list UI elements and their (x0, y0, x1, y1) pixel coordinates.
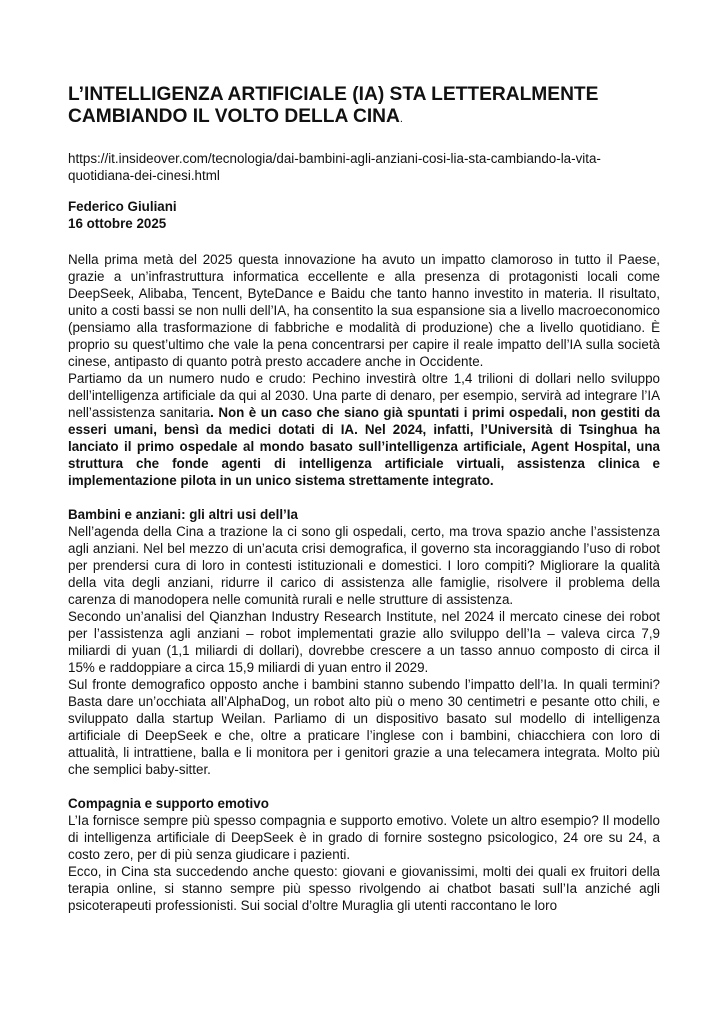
article-title-text: L’INTELLIGENZA ARTIFICIALE (IA) STA LETTERALMENTE CAMBIANDO IL VOLTO DELLA CINA (68, 84, 599, 127)
article-body (68, 251, 660, 914)
section-heading-companionship: Compagnia e supporto emotivo (68, 796, 269, 811)
article-title (68, 84, 660, 130)
paragraph-robot-market: Secondo un’analisi del Qianzhan Industry Research Institute, nel 2024 il mercato cinese dei robot per l’assistenza agli anziani – robot implementati grazie allo sviluppo dell’Ia – valeva circa 7,9 miliardi di yuan (1,1 miliardi di dollari), dovrebbe crescere a un tasso annuo composto di circa il 15% e raddoppiare a circa 15,9 miliardi di yuan entro il 2029. (68, 609, 660, 675)
article-title-trail: . (399, 113, 403, 125)
paragraph-emotional-support: L’Ia fornisce sempre più spesso compagnia e supporto emotivo. Volete un altro esempio? Il modello di intelligenza artificiale di DeepSeek è in grado di fornire sostegno psicologico, 24 ore su 24, a costo zero, per di più senza giudicare i pazienti. (68, 813, 660, 862)
paragraph-elderly-care: Nell’agenda della Cina a trazione la ci sono gli ospedali, certo, ma trova spazio anche l’assistenza agli anziani. Nel bel mezzo di un’acuta crisi demografica, il governo sta incoraggiando l’uso di robot per prendersi cura di loro in contesti istituzionali e domestici. I loro compiti? Migliorare la qualità della vita degli anziani, ridurre il carico di assistenza alle famiglie, risolvere il problema della carenza di manodopera nelle comunità rurali e nelle strutture di assistenza. (68, 524, 660, 607)
publish-date: 16 ottobre 2025 (68, 216, 167, 231)
paragraph-chatbot-therapy: Ecco, in Cina sta succedendo anche questo: giovani e giovanissimi, molti dei quali ex fruitori della terapia online, si stanno sempre più spesso rivolgendo ai chatbot basati sull’Ia anziché agli psicoterapeuti professionisti. Sui social d’oltre Muraglia gli utenti raccontano le loro (68, 864, 660, 913)
section-heading-children-elderly: Bambini e anziani: gli altri usi dell’Ia (68, 507, 298, 522)
paragraph-intro: Nella prima metà del 2025 questa innovazione ha avuto un impatto clamoroso in tutto il Paese, grazie a un’infrastruttura informatica eccellente e alla presenza di protagonisti locali come DeepSeek, Alibaba, Tencent, ByteDance e Baidu che tanto hanno investito in materia. Il risultato, unito a costi bassi se non nulli dell’IA, ha consentito la sua espansione sia a livello macroeconomico (pensiamo alla trasformazione di fabbriche e modalità di produzione) che a livello quotidiano. È proprio su quest’ultimo che vale la pena concentrarsi per capire il reale impatto dell’IA sulla società cinese, antipasto di quanto potrà presto accadere anche in Occidente. (68, 252, 660, 369)
byline (68, 198, 660, 232)
author-name: Federico Giuliani (68, 199, 177, 214)
source-url: https://it.insideover.com/tecnologia/dai-bambini-agli-anziani-cosi-lia-sta-cambiando-la-vita-quotidiana-dei-cinesi.html (68, 151, 601, 183)
paragraph-investment-text: Partiamo da un numero nudo e crudo: Pechino investirà oltre 1,4 trilioni di dollari nello sviluppo dell’intelligenza artificiale da qui al 2030. Una parte di denaro, per esempio, servirà ad integrare l’IA nell’assistenza sanitaria (68, 371, 660, 420)
paragraph-investment (68, 370, 660, 489)
paragraph-alphadog: Sul fronte demografico opposto anche i bambini stanno subendo l’impatto dell’Ia. In quali termini? Basta dare un’occhiata all’AlphaDog, un robot alto più o meno 30 centimetri e pesante otto chili, e sviluppato dalla startup Weilan. Parliamo di un dispositivo basato sul modello di intelligenza artificiale di DeepSeek e che, oltre a praticare l’inglese con i bambini, chiacchiera con loro di attualità, li intrattiene, balla e li monitora per i genitori grazie a una telecamera integrata. Molto più che semplici baby-sitter. (68, 677, 660, 777)
paragraph-investment-dot: . (210, 405, 214, 420)
paragraph-investment-highlight: Non è un caso che siano già spuntati i primi ospedali, non gestiti da esseri umani, bensì da medici dotati di IA. Nel 2024, infatti, l’Università di Tsinghua ha lanciato il primo ospedale al mondo basato sull’intelligenza artificiale, Agent Hospital, una struttura che fonde agenti di intelligenza artificiale virtuali, assistenza clinica e implementazione pilota in un unico sistema strettamente integrato. (68, 405, 661, 488)
